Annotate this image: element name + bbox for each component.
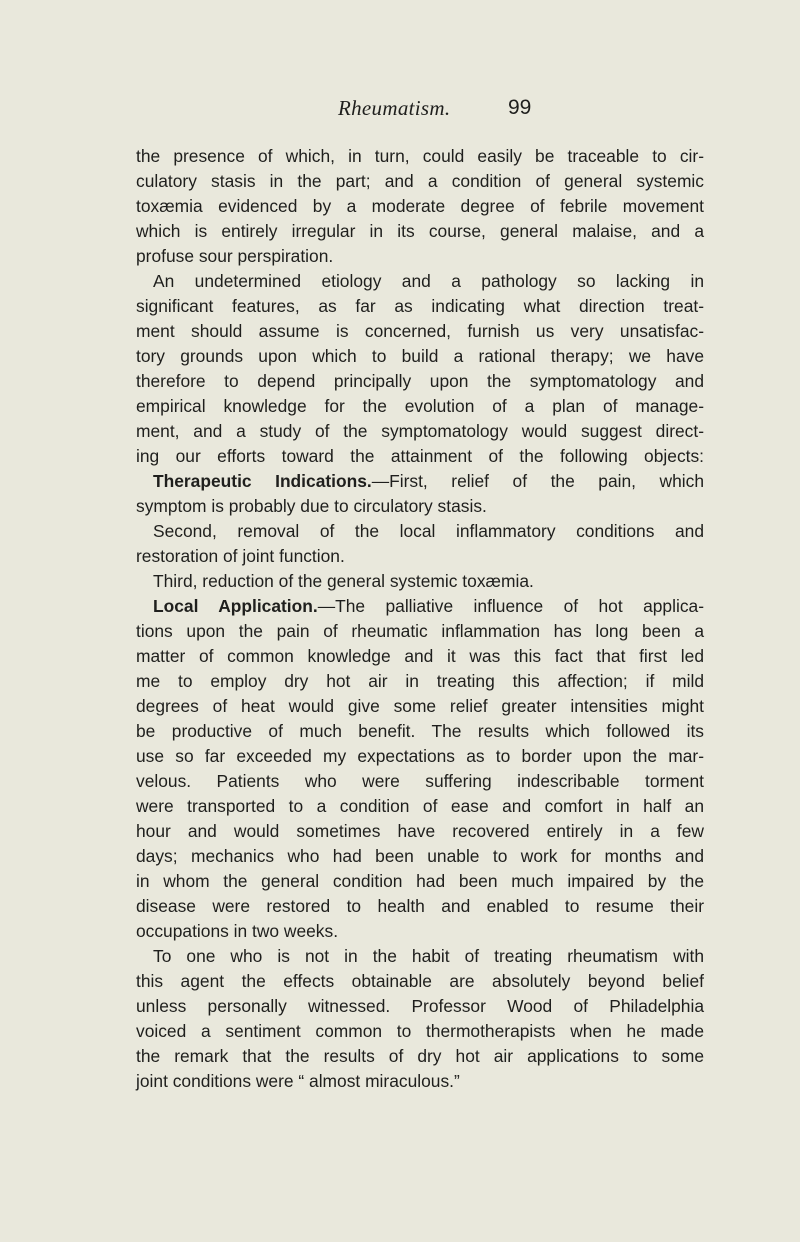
text-line: in whom the general condition had been much impaired by the xyxy=(136,871,704,891)
text-line: empirical knowledge for the evolution of a plan of manage- xyxy=(136,396,704,416)
page-header xyxy=(0,96,800,126)
text-line: which is entirely irregular in its course, general malaise, and a xyxy=(136,221,704,241)
section-run-in-heading: Therapeutic Indications. xyxy=(153,471,372,491)
text-line: this agent the effects obtainable are absolutely beyond belief xyxy=(136,971,704,991)
text-line: ment should assume is concerned, furnish us very unsatisfac- xyxy=(136,321,704,341)
text-line: symptom is probably due to circulatory stasis. xyxy=(136,496,487,516)
text-line: profuse sour perspiration. xyxy=(136,246,334,266)
text-line: Local Application.—The palliative influence of hot applica- xyxy=(153,596,704,616)
text-line: me to employ dry hot air in treating this affection; if mild xyxy=(136,671,704,691)
text-line: ment, and a study of the symptomatology would suggest direct- xyxy=(136,421,704,441)
text-line: unless personally witnessed. Professor Wood of Philadelphia xyxy=(136,996,704,1016)
text-line: ing our efforts toward the attainment of the following objects: xyxy=(136,446,704,466)
text-line: disease were restored to health and enabled to resume their xyxy=(136,896,704,916)
page-number: 99 xyxy=(508,96,532,119)
text-line: Second, removal of the local inflammatory conditions and xyxy=(153,521,704,541)
text-line: use so far exceeded my expectations as to border upon the mar- xyxy=(136,746,704,766)
text-line: tions upon the pain of rheumatic inflammation has long been a xyxy=(136,621,704,641)
text-line: therefore to depend principally upon the symptomatology and xyxy=(136,371,704,391)
text-line: An undetermined etiology and a pathology so lacking in xyxy=(153,271,704,291)
text-line: Third, reduction of the general systemic toxæmia. xyxy=(153,571,534,591)
text-line: significant features, as far as indicating what direction treat- xyxy=(136,296,704,316)
text-line: To one who is not in the habit of treating rheumatism with xyxy=(153,946,704,966)
text-line: be productive of much benefit. The results which followed its xyxy=(136,721,704,741)
text-line: the remark that the results of dry hot air applications to some xyxy=(136,1046,704,1066)
text-line: voiced a sentiment common to thermotherapists when he made xyxy=(136,1021,704,1041)
body-text xyxy=(136,144,704,1094)
text-line: were transported to a condition of ease and comfort in half an xyxy=(136,796,704,816)
text-line: Therapeutic Indications.—First, relief of the pain, which xyxy=(153,471,704,491)
text-line: tory grounds upon which to build a rational therapy; we have xyxy=(136,346,704,366)
text-line: toxæmia evidenced by a moderate degree of febrile movement xyxy=(136,196,704,216)
running-head: Rheumatism. xyxy=(338,96,451,120)
text-line: the presence of which, in turn, could easily be traceable to cir- xyxy=(136,146,704,166)
text-line: joint conditions were “ almost miraculous.” xyxy=(136,1071,460,1091)
text-line: culatory stasis in the part; and a condition of general systemic xyxy=(136,171,704,191)
text-line: restoration of joint function. xyxy=(136,546,345,566)
text-line: occupations in two weeks. xyxy=(136,921,339,941)
text-line: matter of common knowledge and it was this fact that first led xyxy=(136,646,704,666)
section-run-in-heading: Local Application. xyxy=(153,596,318,616)
text-line: days; mechanics who had been unable to work for months and xyxy=(136,846,704,866)
text-line: hour and would sometimes have recovered entirely in a few xyxy=(136,821,704,841)
text-line: degrees of heat would give some relief greater intensities might xyxy=(136,696,704,716)
text-line: velous. Patients who were suffering indescribable torment xyxy=(136,771,704,791)
